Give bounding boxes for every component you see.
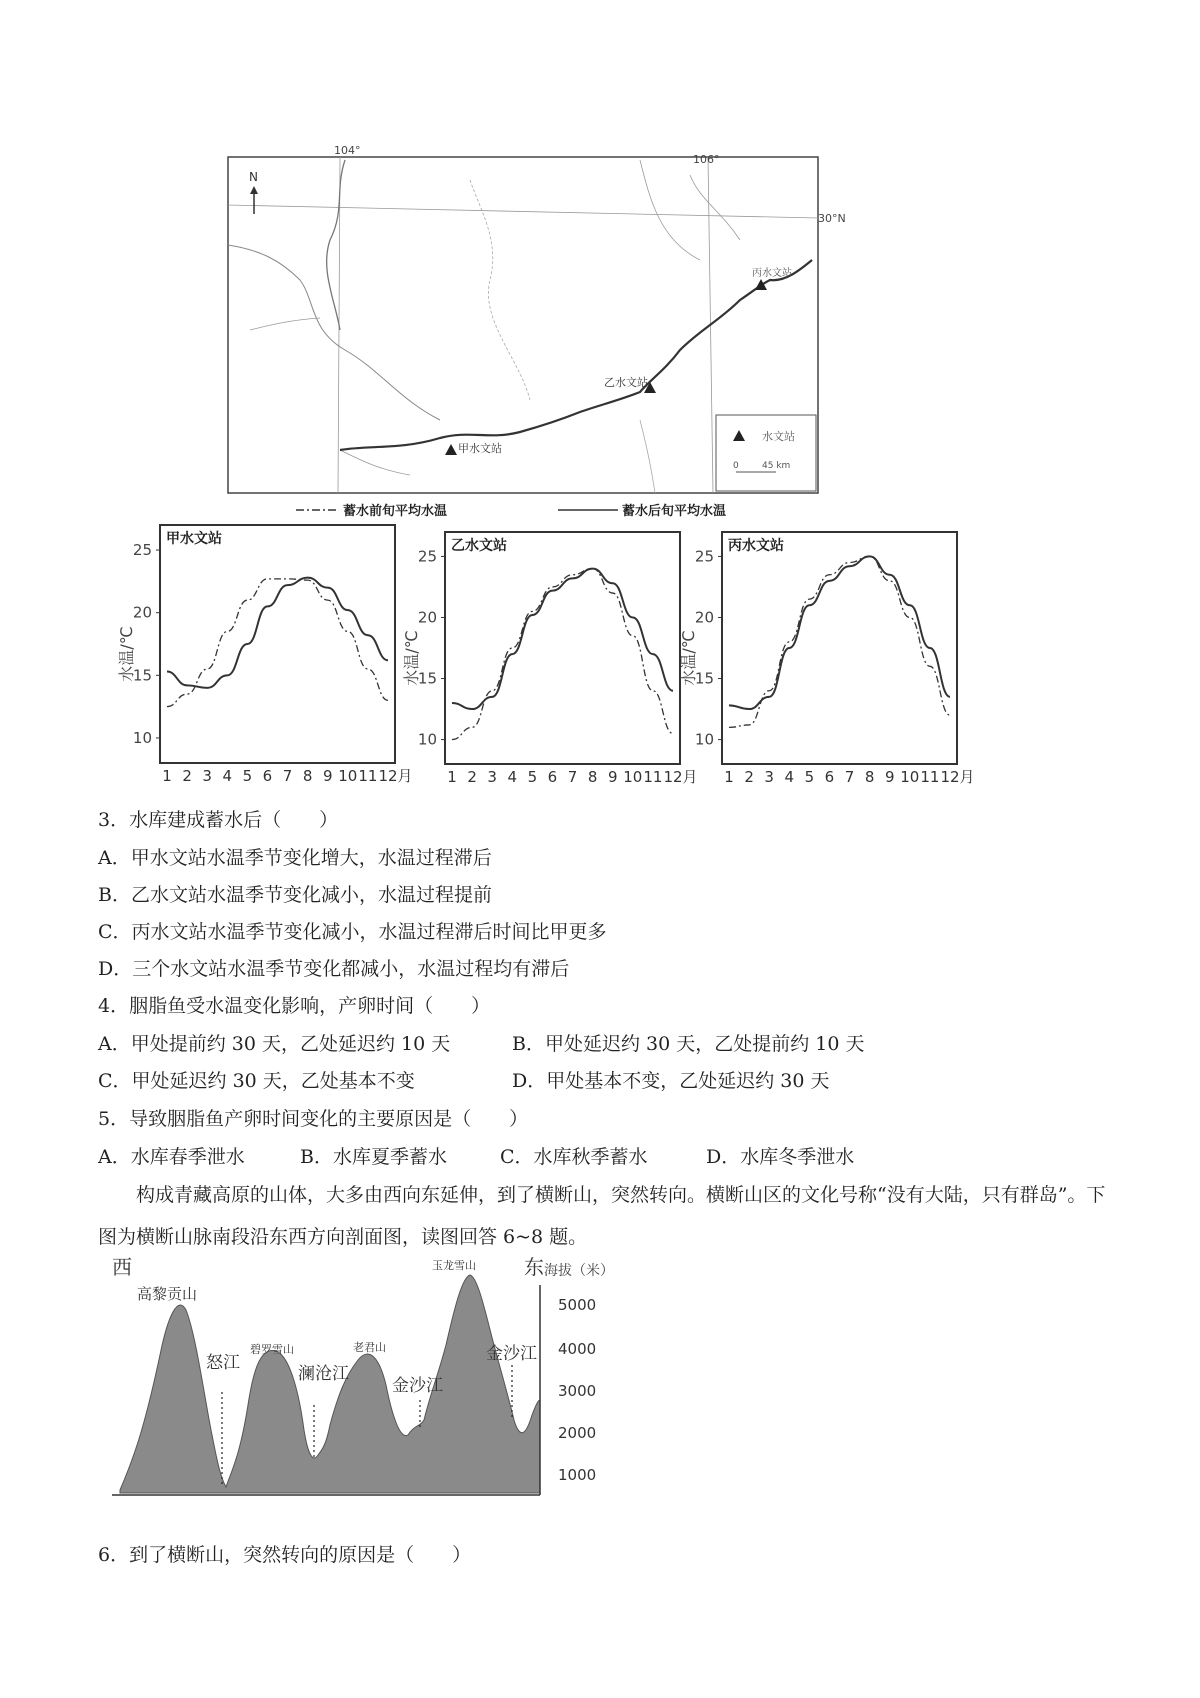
chart-frame bbox=[445, 532, 680, 764]
station-yi-label: 乙水文站 bbox=[604, 376, 648, 389]
x-unit-label: 月 bbox=[682, 768, 698, 786]
xtick-label: 5 bbox=[527, 768, 538, 786]
xtick-label: 11 bbox=[643, 768, 663, 786]
ytick-3000: 3000 bbox=[558, 1382, 597, 1400]
label-yulong: 玉龙雪山 bbox=[432, 1259, 476, 1272]
option-5c: C．水库秋季蓄水 bbox=[500, 1146, 648, 1168]
option-4c: C．甲处延迟约 30 天，乙处基本不变 bbox=[98, 1070, 415, 1092]
xtick-label: 10 bbox=[338, 767, 358, 785]
xtick-label: 9 bbox=[607, 768, 618, 786]
xtick-label: 8 bbox=[302, 767, 313, 785]
legend-after-label: 蓄水后旬平均水温 bbox=[622, 504, 727, 519]
option-3b: B．乙水文站水温季节变化减小，水温过程提前 bbox=[98, 884, 492, 906]
label-laojun: 老君山 bbox=[353, 1341, 386, 1354]
chart-frame bbox=[160, 525, 395, 763]
xtick-label: 12 bbox=[663, 768, 683, 786]
xtick-label: 11 bbox=[920, 768, 940, 786]
chart-title: 甲水文站 bbox=[166, 531, 222, 547]
label-biluo: 碧罗雪山 bbox=[250, 1343, 294, 1356]
xtick-label: 7 bbox=[567, 768, 578, 786]
ytick-1000: 1000 bbox=[558, 1466, 597, 1484]
xtick-label: 5 bbox=[242, 767, 253, 785]
xtick-label: 7 bbox=[844, 768, 855, 786]
ytick-label: 25 bbox=[694, 547, 714, 566]
xtick-label: 3 bbox=[202, 767, 212, 785]
option-3d: D．三个水文站水温季节变化都减小，水温过程均有滞后 bbox=[98, 958, 570, 980]
xtick-label: 12 bbox=[378, 767, 398, 785]
ytick-label: 10 bbox=[694, 730, 714, 749]
legend-station-label: 水文站 bbox=[762, 430, 795, 443]
west-label: 西 bbox=[112, 1255, 132, 1279]
label-lancang: 澜沧江 bbox=[298, 1364, 349, 1384]
lat-label: 30°N bbox=[818, 212, 846, 225]
xtick-label: 2 bbox=[744, 768, 754, 786]
x-unit-label: 月 bbox=[397, 767, 413, 785]
xtick-label: 11 bbox=[358, 767, 378, 785]
ytick-label: 20 bbox=[132, 603, 152, 622]
xtick-label: 10 bbox=[900, 768, 920, 786]
xtick-label: 10 bbox=[623, 768, 643, 786]
option-5a: A．水库春季泄水 bbox=[98, 1146, 245, 1168]
xtick-label: 1 bbox=[447, 768, 457, 786]
xtick-label: 9 bbox=[884, 768, 895, 786]
label-jinsha2: 金沙江 bbox=[486, 1344, 537, 1364]
profile-terrain bbox=[120, 1275, 540, 1493]
xtick-label: 4 bbox=[784, 768, 795, 786]
label-gaoligong: 高黎贡山 bbox=[137, 1285, 198, 1303]
ytick-label: 15 bbox=[694, 669, 714, 688]
xtick-label: 7 bbox=[282, 767, 293, 785]
label-nujiang: 怒江 bbox=[206, 1353, 240, 1373]
xtick-label: 8 bbox=[864, 768, 875, 786]
ytick-4000: 4000 bbox=[558, 1340, 597, 1358]
chart-title: 乙水文站 bbox=[451, 538, 507, 554]
xtick-label: 12 bbox=[940, 768, 960, 786]
xtick-label: 1 bbox=[724, 768, 734, 786]
option-4b: B．甲处延迟约 30 天，乙处提前约 10 天 bbox=[512, 1033, 865, 1055]
river-map bbox=[0, 0, 1200, 520]
option-4a: A．甲处提前约 30 天，乙处延迟约 10 天 bbox=[98, 1033, 451, 1055]
chart-title: 丙水文站 bbox=[728, 538, 784, 554]
ytick-label: 10 bbox=[132, 728, 152, 747]
option-5b: B．水库夏季蓄水 bbox=[300, 1146, 447, 1168]
ytick-label: 25 bbox=[132, 541, 152, 560]
ytick-label: 10 bbox=[417, 730, 437, 749]
xtick-label: 2 bbox=[182, 767, 192, 785]
ytick-label: 20 bbox=[694, 608, 714, 627]
question-4: 4．胭脂鱼受水温变化影响，产卵时间（ ） bbox=[98, 995, 491, 1017]
legend-before-label: 蓄水前旬平均水温 bbox=[343, 504, 448, 519]
question-3: 3．水库建成蓄水后（ ） bbox=[98, 809, 339, 831]
xtick-label: 6 bbox=[824, 768, 835, 786]
ytick-label: 20 bbox=[417, 608, 437, 627]
option-4d: D．甲处基本不变，乙处延迟约 30 天 bbox=[512, 1070, 830, 1092]
option-3c: C．丙水文站水温季节变化减小，水温过程滞后时间比甲更多 bbox=[98, 921, 607, 943]
xtick-label: 6 bbox=[547, 768, 558, 786]
xtick-label: 9 bbox=[322, 767, 333, 785]
ytick-2000: 2000 bbox=[558, 1424, 597, 1442]
ytick-label: 15 bbox=[132, 666, 152, 685]
chart-panel-3 bbox=[679, 532, 975, 786]
elevation-unit-label: 海拔（米） bbox=[544, 1263, 614, 1279]
xtick-label: 1 bbox=[162, 767, 172, 785]
question-5: 5．导致胭脂鱼产卵时间变化的主要原因是（ ） bbox=[98, 1108, 529, 1130]
xtick-label: 6 bbox=[262, 767, 273, 785]
xtick-label: 4 bbox=[507, 768, 518, 786]
scale-dist: 45 km bbox=[762, 461, 791, 471]
ytick-label: 15 bbox=[417, 669, 437, 688]
xtick-label: 5 bbox=[804, 768, 815, 786]
xtick-label: 2 bbox=[467, 768, 477, 786]
y-axis-label: 水温/℃ bbox=[679, 630, 698, 686]
lon-label-106: 106° bbox=[693, 153, 720, 166]
option-3a: A．甲水文站水温季节变化增大，水温过程滞后 bbox=[98, 847, 492, 869]
map-legend bbox=[716, 415, 816, 491]
north-label: N bbox=[249, 170, 258, 184]
question-6: 6．到了横断山，突然转向的原因是（ ） bbox=[98, 1544, 472, 1566]
xtick-label: 8 bbox=[587, 768, 598, 786]
xtick-label: 4 bbox=[222, 767, 233, 785]
hengduan-profile bbox=[0, 1255, 1200, 1505]
chart-panel-1 bbox=[117, 525, 413, 785]
ytick-label: 25 bbox=[417, 547, 437, 566]
station-jia-label: 甲水文站 bbox=[458, 442, 502, 455]
option-5d: D．水库冬季泄水 bbox=[706, 1146, 855, 1168]
intro-paragraph: 构成青藏高原的山体，大多由西向东延伸，到了横断山，突然转向。横断山区的文化号称“没有大陆，只有群岛”。下图为横断山脉南段沿东西方向剖面图，读图回答 6~8 题。 bbox=[98, 1184, 1106, 1248]
y-axis-label: 水温/℃ bbox=[117, 626, 136, 682]
lon-label-104: 104° bbox=[334, 144, 361, 157]
label-jinsha1: 金沙江 bbox=[392, 1376, 443, 1396]
east-label: 东 bbox=[524, 1255, 544, 1279]
scale-zero: 0 bbox=[733, 461, 739, 471]
xtick-label: 3 bbox=[487, 768, 497, 786]
station-bing-label: 丙水文站 bbox=[752, 268, 792, 279]
water-temp-charts bbox=[0, 520, 1200, 800]
ytick-5000: 5000 bbox=[558, 1296, 597, 1314]
x-unit-label: 月 bbox=[959, 768, 975, 786]
chart-panel-2 bbox=[402, 532, 698, 786]
y-axis-label: 水温/℃ bbox=[402, 630, 421, 686]
xtick-label: 3 bbox=[764, 768, 774, 786]
